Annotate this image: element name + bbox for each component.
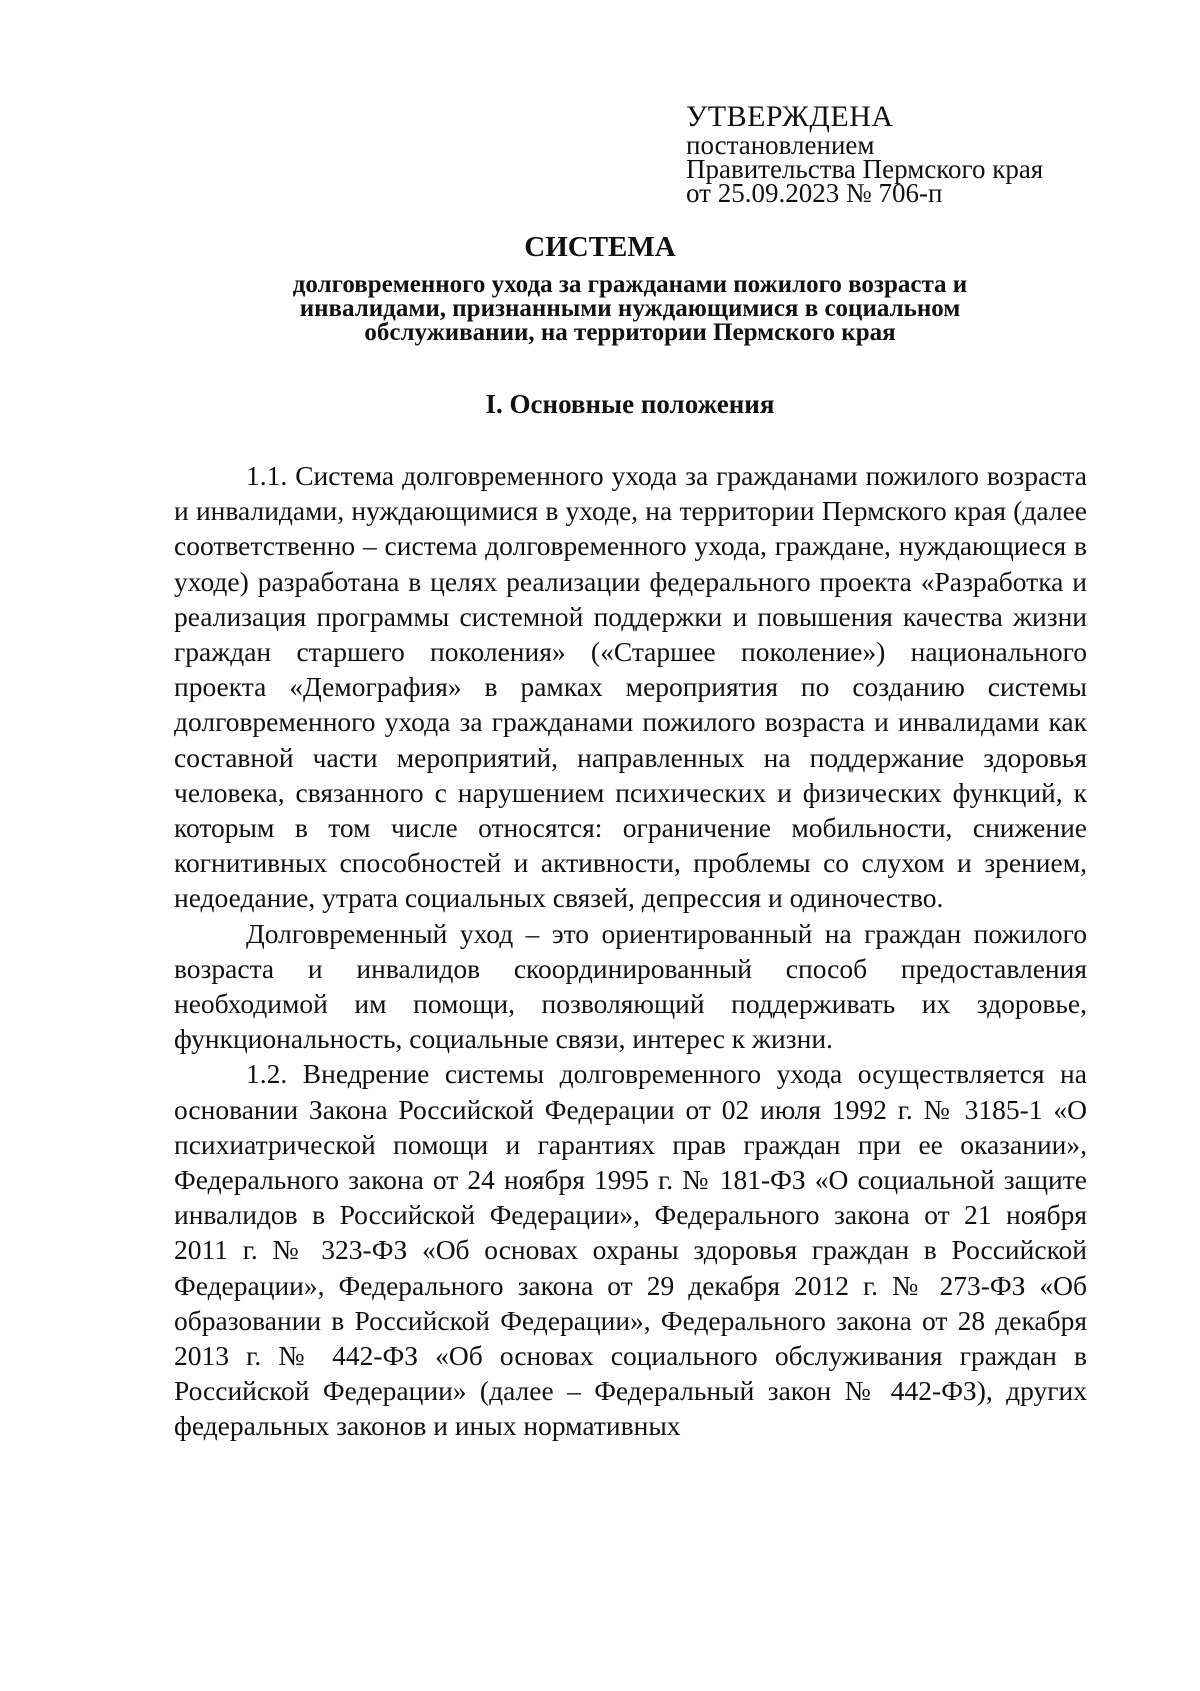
document-body: [174, 458, 1087, 1444]
paragraph-1-2: 1.2. Внедрение системы долговременного ухода осуществляется на основании Закона Российской Федерации от 02 июля 1992 г. № 3185-1 «О психиатрической помощи и гарантиях прав граждан при ее оказании», Федерального закона от 24 ноября 1995 г. № 181-ФЗ «О социальной защите инвалидов в Российской Федерации», Федерального закона от 21 ноября 2011 г. № 323-ФЗ «Об основах охраны здоровья граждан в Российской Федерации», Федерального закона от 29 декабря 2012 г. № 273-ФЗ «Об образовании в Российской Федерации», Федерального закона от 28 декабря 2013 г. № 442-ФЗ «Об основах социального обслуживания граждан в Российской Федерации» (далее – Федеральный закон № 442-ФЗ), других федеральных законов и иных нормативных: [174, 1058, 1087, 1442]
paragraph-1-1: 1.1. Система долговременного ухода за гражданами пожилого возраста и инвалидами, нуждающимися в уходе, на территории Пермского края (далее соответственно – система долговременного ухода, граждане, нуждающиеся в уходе) разработана в целях реализации федерального проекта «Разработка и реализация программы системной поддержки и повышения качества жизни граждан старшего поколения» («Старшее поколение») национального проекта «Демография» в рамках мероприятия по созданию системы долговременного ухода за гражданами пожилого возраста и инвалидами как составной части мероприятий, направленных на поддержание здоровья человека, связанного с нарушением психических и физических функций, к которым в том числе относятся: ограничение мобильности, снижение когнитивных способностей и активности, проблемы со слухом и зрением, недоедание, утрата социальных связей, депрессия и одиночество.: [174, 460, 1087, 914]
approval-title: УТВЕРЖДЕНА: [686, 100, 894, 133]
approval-line-date-number: от 25.09.2023 № 706-п: [686, 178, 943, 208]
approval-line-resolution: постановлением: [686, 130, 875, 160]
document-title: СИСТЕМА: [524, 231, 676, 263]
approval-stamp-block: [686, 100, 1044, 208]
approval-line-government: Правительства Пермского края: [686, 154, 1044, 184]
document-subtitle: долговременного ухода за гражданами пожилого возраста и инвалидами, признанными нуждающимися в социальном обслуживании, на территории Пермского края: [292, 271, 968, 346]
section-heading: I. Основные положения: [485, 389, 775, 419]
paragraph-long-term-care-definition: Долговременный уход – это ориентированный на граждан пожилого возраста и инвалидов скоординированный способ предоставления необходимой им помощи, позволяющий поддерживать их здоровье, функциональность, социальные связи, интерес к жизни.: [174, 917, 1087, 1055]
